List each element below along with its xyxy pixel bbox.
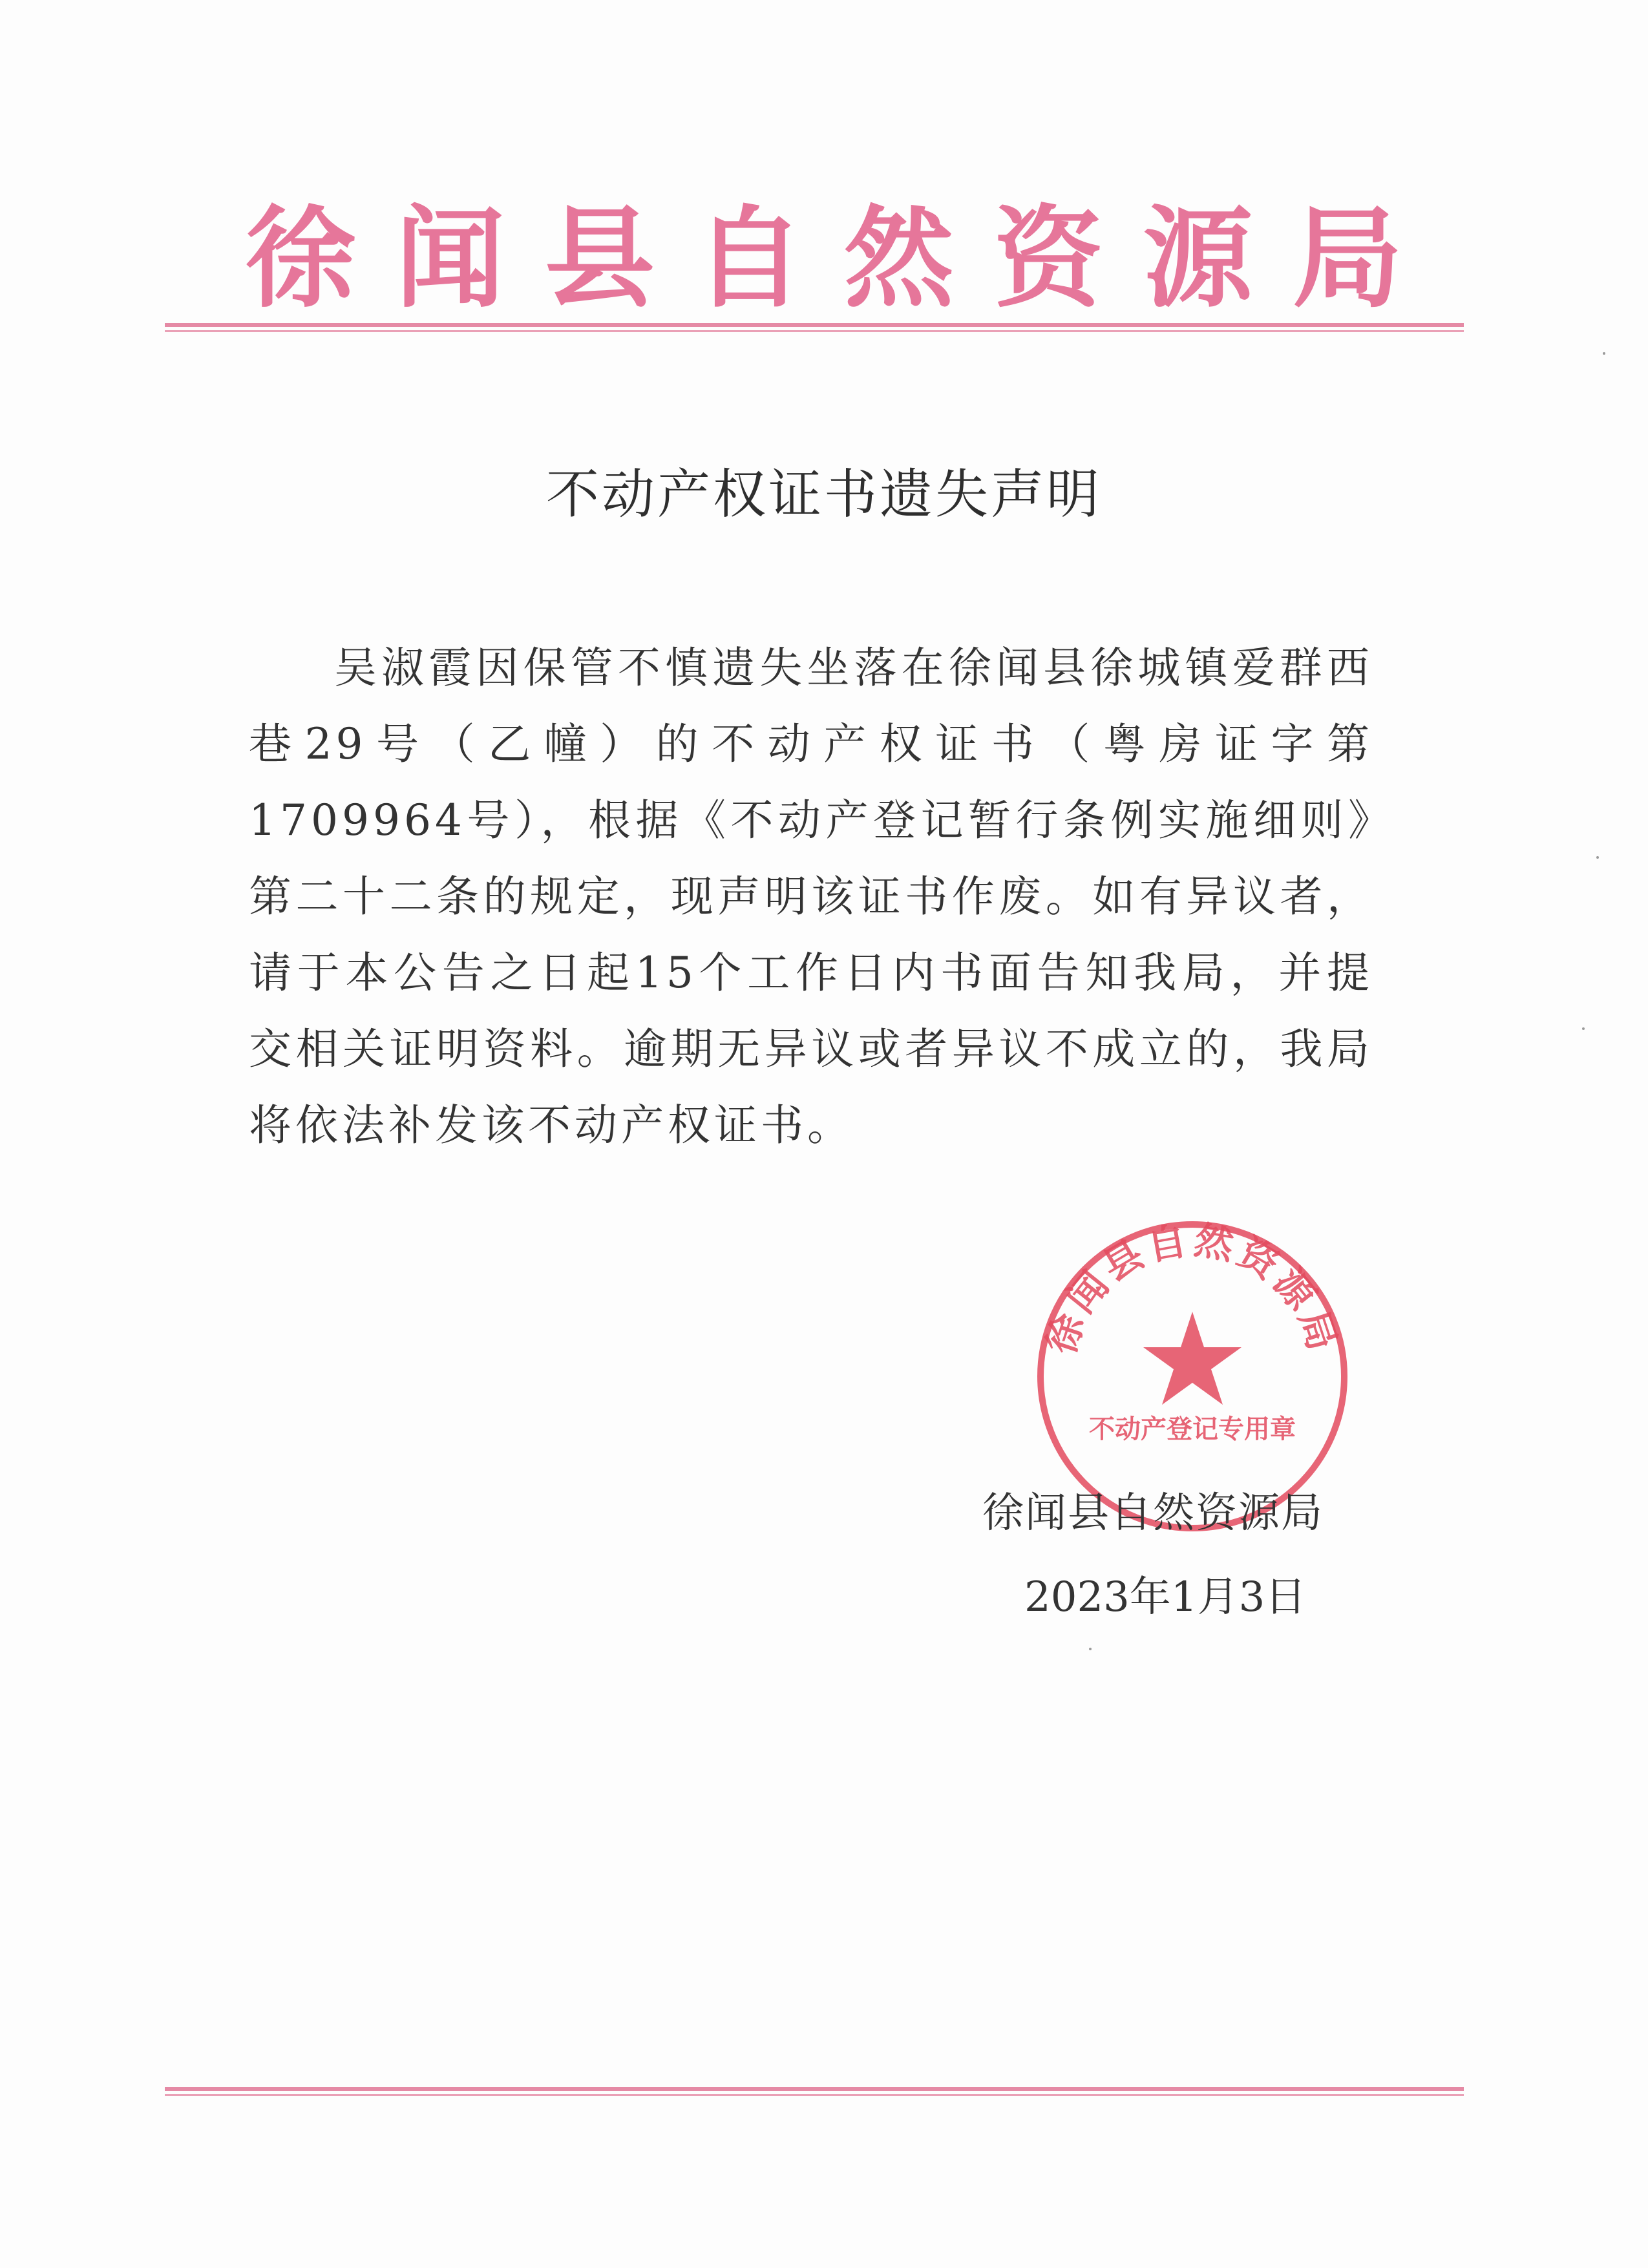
letterhead-char: 县 bbox=[544, 194, 655, 323]
scan-speck bbox=[1089, 1648, 1092, 1650]
seal-inner-text: 不动产登记专用章 bbox=[1089, 1414, 1296, 1444]
star-icon bbox=[1143, 1312, 1241, 1405]
scan-speck bbox=[1603, 352, 1605, 355]
scan-speck bbox=[1582, 1027, 1585, 1030]
letterhead-char: 源 bbox=[1143, 194, 1253, 323]
seal-outer-text: 徐闻县自然资源局 bbox=[1038, 1217, 1347, 1360]
letterhead-char: 徐 bbox=[246, 194, 356, 323]
scan-speck bbox=[1596, 856, 1599, 859]
letterhead-char: 局 bbox=[1292, 194, 1402, 323]
document-title: 不动产权证书遗失声明 bbox=[545, 464, 1102, 525]
letterhead bbox=[246, 194, 1402, 323]
letterhead-char: 资 bbox=[993, 194, 1104, 323]
signature-org: 徐闻县自然资源局 bbox=[982, 1489, 1324, 1537]
letterhead-char: 自 bbox=[694, 194, 805, 323]
document-date: 2023年1月3日 bbox=[1024, 1573, 1307, 1621]
document-body: 吴淑霞因保管不慎遗失坐落在徐闻县徐城镇爱群西巷29号（乙幢）的不动产权证书（粤房证字第1709964号），根据《不动产登记暂行条例实施细则》第二十二条的规定，现声明该证书作废。如有异议者，请于本公告之日起15个工作日内书面告知我局，并提交相关证明资料。逾期无异议或者异议不成立的，我局将依法补发该不动产权证书。 bbox=[249, 643, 1373, 1150]
letterhead-char: 闻 bbox=[395, 194, 505, 323]
letterhead-char: 然 bbox=[843, 194, 954, 323]
